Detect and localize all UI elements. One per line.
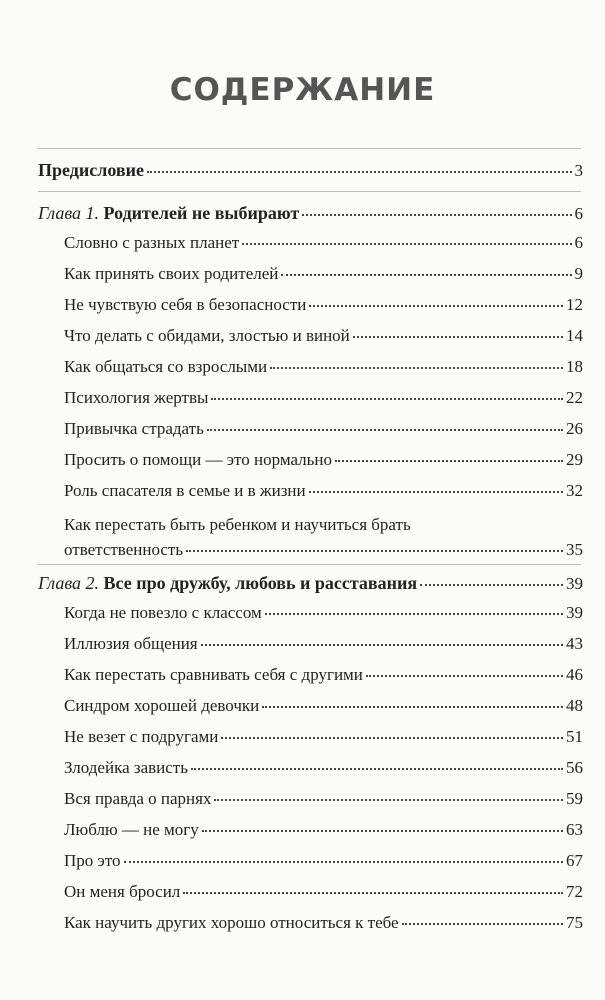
toc-entry[interactable] [64,913,583,933]
toc-page-number: 67 [566,851,583,870]
toc-entry-label: Как принять своих родителей [64,264,279,283]
toc-entry[interactable] [64,481,583,501]
toc-page-number: 72 [566,882,583,901]
toc-page-number: 32 [566,481,583,500]
toc-page-number: 51 [566,727,583,746]
dot-leader [207,429,563,431]
toc-entry-label: Не чувствую себя в безопасности [64,295,307,314]
dot-leader [183,892,563,894]
toc-entry-label-line1: Как перестать быть ребенком и научиться брать [64,515,411,534]
toc-entry-label-line2: ответственность [64,540,184,559]
toc-entry-label: Что делать с обидами, злостью и виной [64,326,350,345]
toc-entry[interactable] [64,295,583,315]
toc-entry[interactable] [64,419,583,439]
toc-entry[interactable] [64,512,583,562]
toc-entry[interactable] [64,450,583,470]
dot-leader [214,799,563,801]
dot-leader [265,613,563,615]
toc-page-number: 18 [566,357,583,376]
dot-leader [302,214,571,216]
toc-page-number: 35 [566,540,583,559]
toc-page-number: 6 [574,204,583,223]
toc-entry-label: Злодейка зависть [64,758,188,777]
dot-leader [366,675,563,677]
toc-page-number: 48 [566,696,583,715]
toc-entry-label: Как общаться со взрослыми [64,357,268,376]
dot-leader [309,305,563,307]
toc-page-number: 6 [574,233,583,252]
toc-entry-label: Роль спасателя в семье и в жизни [64,481,306,500]
chapter-title: Родителей не выбирают [103,203,300,223]
dot-leader [420,584,563,586]
toc-page-number: 56 [566,758,583,777]
toc-page-number: 63 [566,820,583,839]
toc-chapter-1[interactable] [38,203,583,224]
toc-entry[interactable] [64,326,583,346]
dot-leader [147,171,572,173]
toc-entry-label: Словно с разных планет [64,233,240,252]
toc-entry[interactable] [64,603,583,623]
dot-leader [262,706,563,708]
toc-entry-preface[interactable] [38,160,583,181]
divider [38,191,581,192]
toc-chapter-2[interactable] [38,573,583,594]
dot-leader [309,491,563,493]
toc-entry-label: Не везет с подругами [64,727,219,746]
toc-page-number: 39 [566,603,583,622]
dot-leader [201,644,563,646]
toc-entry[interactable] [64,696,583,716]
toc-entry-label: Иллюзия общения [64,634,198,653]
toc-entry-label: Про это [64,851,121,870]
toc-entry[interactable] [64,233,583,253]
toc-entry-label: Предисловие [38,160,144,180]
dot-leader [402,923,563,925]
toc-entry-label: Синдром хорошей девочки [64,696,260,715]
chapter-title: Все про дружбу, любовь и расставания [103,573,418,593]
dot-leader [335,460,563,462]
toc-entry-label: Вся правда о парнях [64,789,212,808]
toc-entry[interactable] [64,388,583,408]
toc-page-number: 43 [566,634,583,653]
toc-entry-label: Люблю — не могу [64,820,199,839]
toc-entry-label: Психология жертвы [64,388,209,407]
toc-entry-label: Просить о помощи — это нормально [64,450,333,469]
toc-entry[interactable] [64,820,583,840]
toc-page-number: 22 [566,388,583,407]
dot-leader [124,861,563,863]
dot-leader [221,737,563,739]
toc-chapter-heading [38,573,417,593]
toc-page-number: 3 [574,161,583,180]
toc-page-number: 14 [566,326,583,345]
dot-leader [242,243,571,245]
toc-entry[interactable] [64,665,583,685]
dot-leader [202,830,563,832]
dot-leader [211,398,563,400]
chapter-prefix: Глава 1. [38,203,100,223]
toc-page-number: 9 [574,264,583,283]
toc-entry[interactable] [64,264,583,284]
toc-entry-label: Как научить других хорошо относиться к тебе [64,913,399,932]
toc-entry-label: Как перестать сравнивать себя с другими [64,665,363,684]
page-title: СОДЕРЖАНИЕ [169,72,436,108]
dot-leader [281,274,571,276]
toc-entry[interactable] [64,634,583,654]
toc-entry[interactable] [64,357,583,377]
toc-chapter-heading [38,203,299,223]
toc-page-number: 29 [566,450,583,469]
toc-page-number: 12 [566,295,583,314]
toc-page-number: 39 [566,574,583,593]
toc-entry[interactable] [64,789,583,809]
dot-leader [186,550,563,552]
dot-leader [191,768,563,770]
dot-leader [353,336,563,338]
divider [38,148,581,149]
chapter-prefix: Глава 2. [38,573,100,593]
toc-entry[interactable] [64,758,583,778]
toc-page-number: 75 [566,913,583,932]
toc-entry-label: Привычка страдать [64,419,204,438]
toc-page-number: 59 [566,789,583,808]
toc-entry[interactable] [64,727,583,747]
toc-page-number: 46 [566,665,583,684]
divider [38,564,581,565]
toc-page-number: 26 [566,419,583,438]
toc-entry[interactable] [64,851,583,871]
dot-leader [270,367,563,369]
toc-entry[interactable] [64,882,583,902]
toc-entry-label: Когда не повезло с классом [64,603,262,622]
toc-entry-label: Он меня бросил [64,882,181,901]
